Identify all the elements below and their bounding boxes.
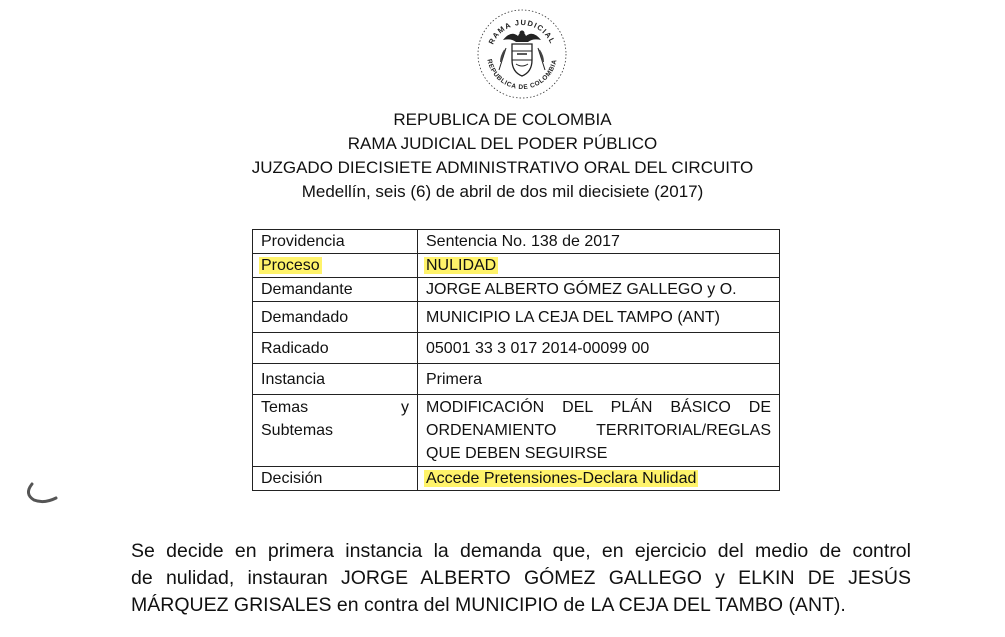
table-row: [253, 278, 780, 302]
highlighted-label: Proceso: [261, 257, 320, 274]
rama-judicial-seal: [473, 4, 571, 102]
table-row: [253, 333, 780, 364]
header-date: Medellín, seis (6) de abril de dos mil diecisiete (2017): [301, 182, 704, 201]
case-info-table: [252, 229, 780, 491]
row-label: Decisión: [253, 467, 418, 491]
document-header: [0, 108, 1005, 204]
row-value: [418, 254, 780, 278]
shield-icon: [512, 44, 532, 76]
temas-label-line1: [261, 396, 409, 419]
seal-text-bottom: REPUBLICA DE COLOMBIA: [485, 58, 559, 92]
temas-word: Temas: [261, 399, 309, 416]
margin-mark-icon: [22, 480, 62, 506]
paragraph-line: Se decide en primera instancia la demanda que, en ejercicio del medio de control: [131, 540, 911, 562]
row-value: JORGE ALBERTO GÓMEZ GALLEGO y O.: [418, 278, 780, 302]
row-label: [253, 395, 418, 467]
table-row: [253, 254, 780, 278]
table-row: [253, 467, 780, 491]
condor-icon: [503, 31, 541, 43]
row-value: Sentencia No. 138 de 2017: [418, 230, 780, 254]
body-paragraph: [131, 538, 911, 619]
row-label: Instancia: [253, 364, 418, 395]
table-row: [253, 302, 780, 333]
table-row: [253, 230, 780, 254]
temas-conjunction: y: [401, 399, 409, 416]
table-row: [253, 395, 780, 467]
header-country: REPUBLICA DE COLOMBIA: [393, 110, 612, 129]
row-label: Demandado: [253, 302, 418, 333]
highlighted-value: Accede Pretensiones-Declara Nulidad: [426, 470, 697, 487]
paragraph-line: MÁRQUEZ GRISALES en contra del MUNICIPIO de LA CEJA DEL TAMBO (ANT).: [131, 594, 846, 616]
row-value: MUNICIPIO LA CEJA DEL TAMPO (ANT): [418, 302, 780, 333]
row-value: [418, 395, 780, 467]
header-branch: RAMA JUDICIAL DEL PODER PÚBLICO: [347, 134, 658, 153]
row-label: Radicado: [253, 333, 418, 364]
header-court: JUZGADO DIECISIETE ADMINISTRATIVO ORAL DEL CIRCUITO: [251, 158, 754, 177]
temas-value-line2: ORDENAMIENTO TERRITORIAL/REGLAS: [426, 422, 771, 439]
temas-value-line3: QUE DEBEN SEGUIRSE: [426, 445, 608, 462]
paragraph-line: de nulidad, instauran JORGE ALBERTO GÓMEZ GALLEGO y ELKIN DE JESÚS: [131, 567, 911, 589]
seal-text-top: RAMA JUDICIAL: [486, 17, 558, 46]
table-row: [253, 364, 780, 395]
subtemas-label: Subtemas: [261, 422, 334, 439]
row-value: Primera: [418, 364, 780, 395]
row-value: [418, 467, 780, 491]
highlighted-value: NULIDAD: [426, 257, 497, 274]
row-label: [253, 254, 418, 278]
temas-value-line1: MODIFICACIÓN DEL PLÁN BÁSICO DE: [426, 399, 771, 416]
row-label: Providencia: [253, 230, 418, 254]
row-value: 05001 33 3 017 2014-00099 00: [418, 333, 780, 364]
row-label: Demandante: [253, 278, 418, 302]
